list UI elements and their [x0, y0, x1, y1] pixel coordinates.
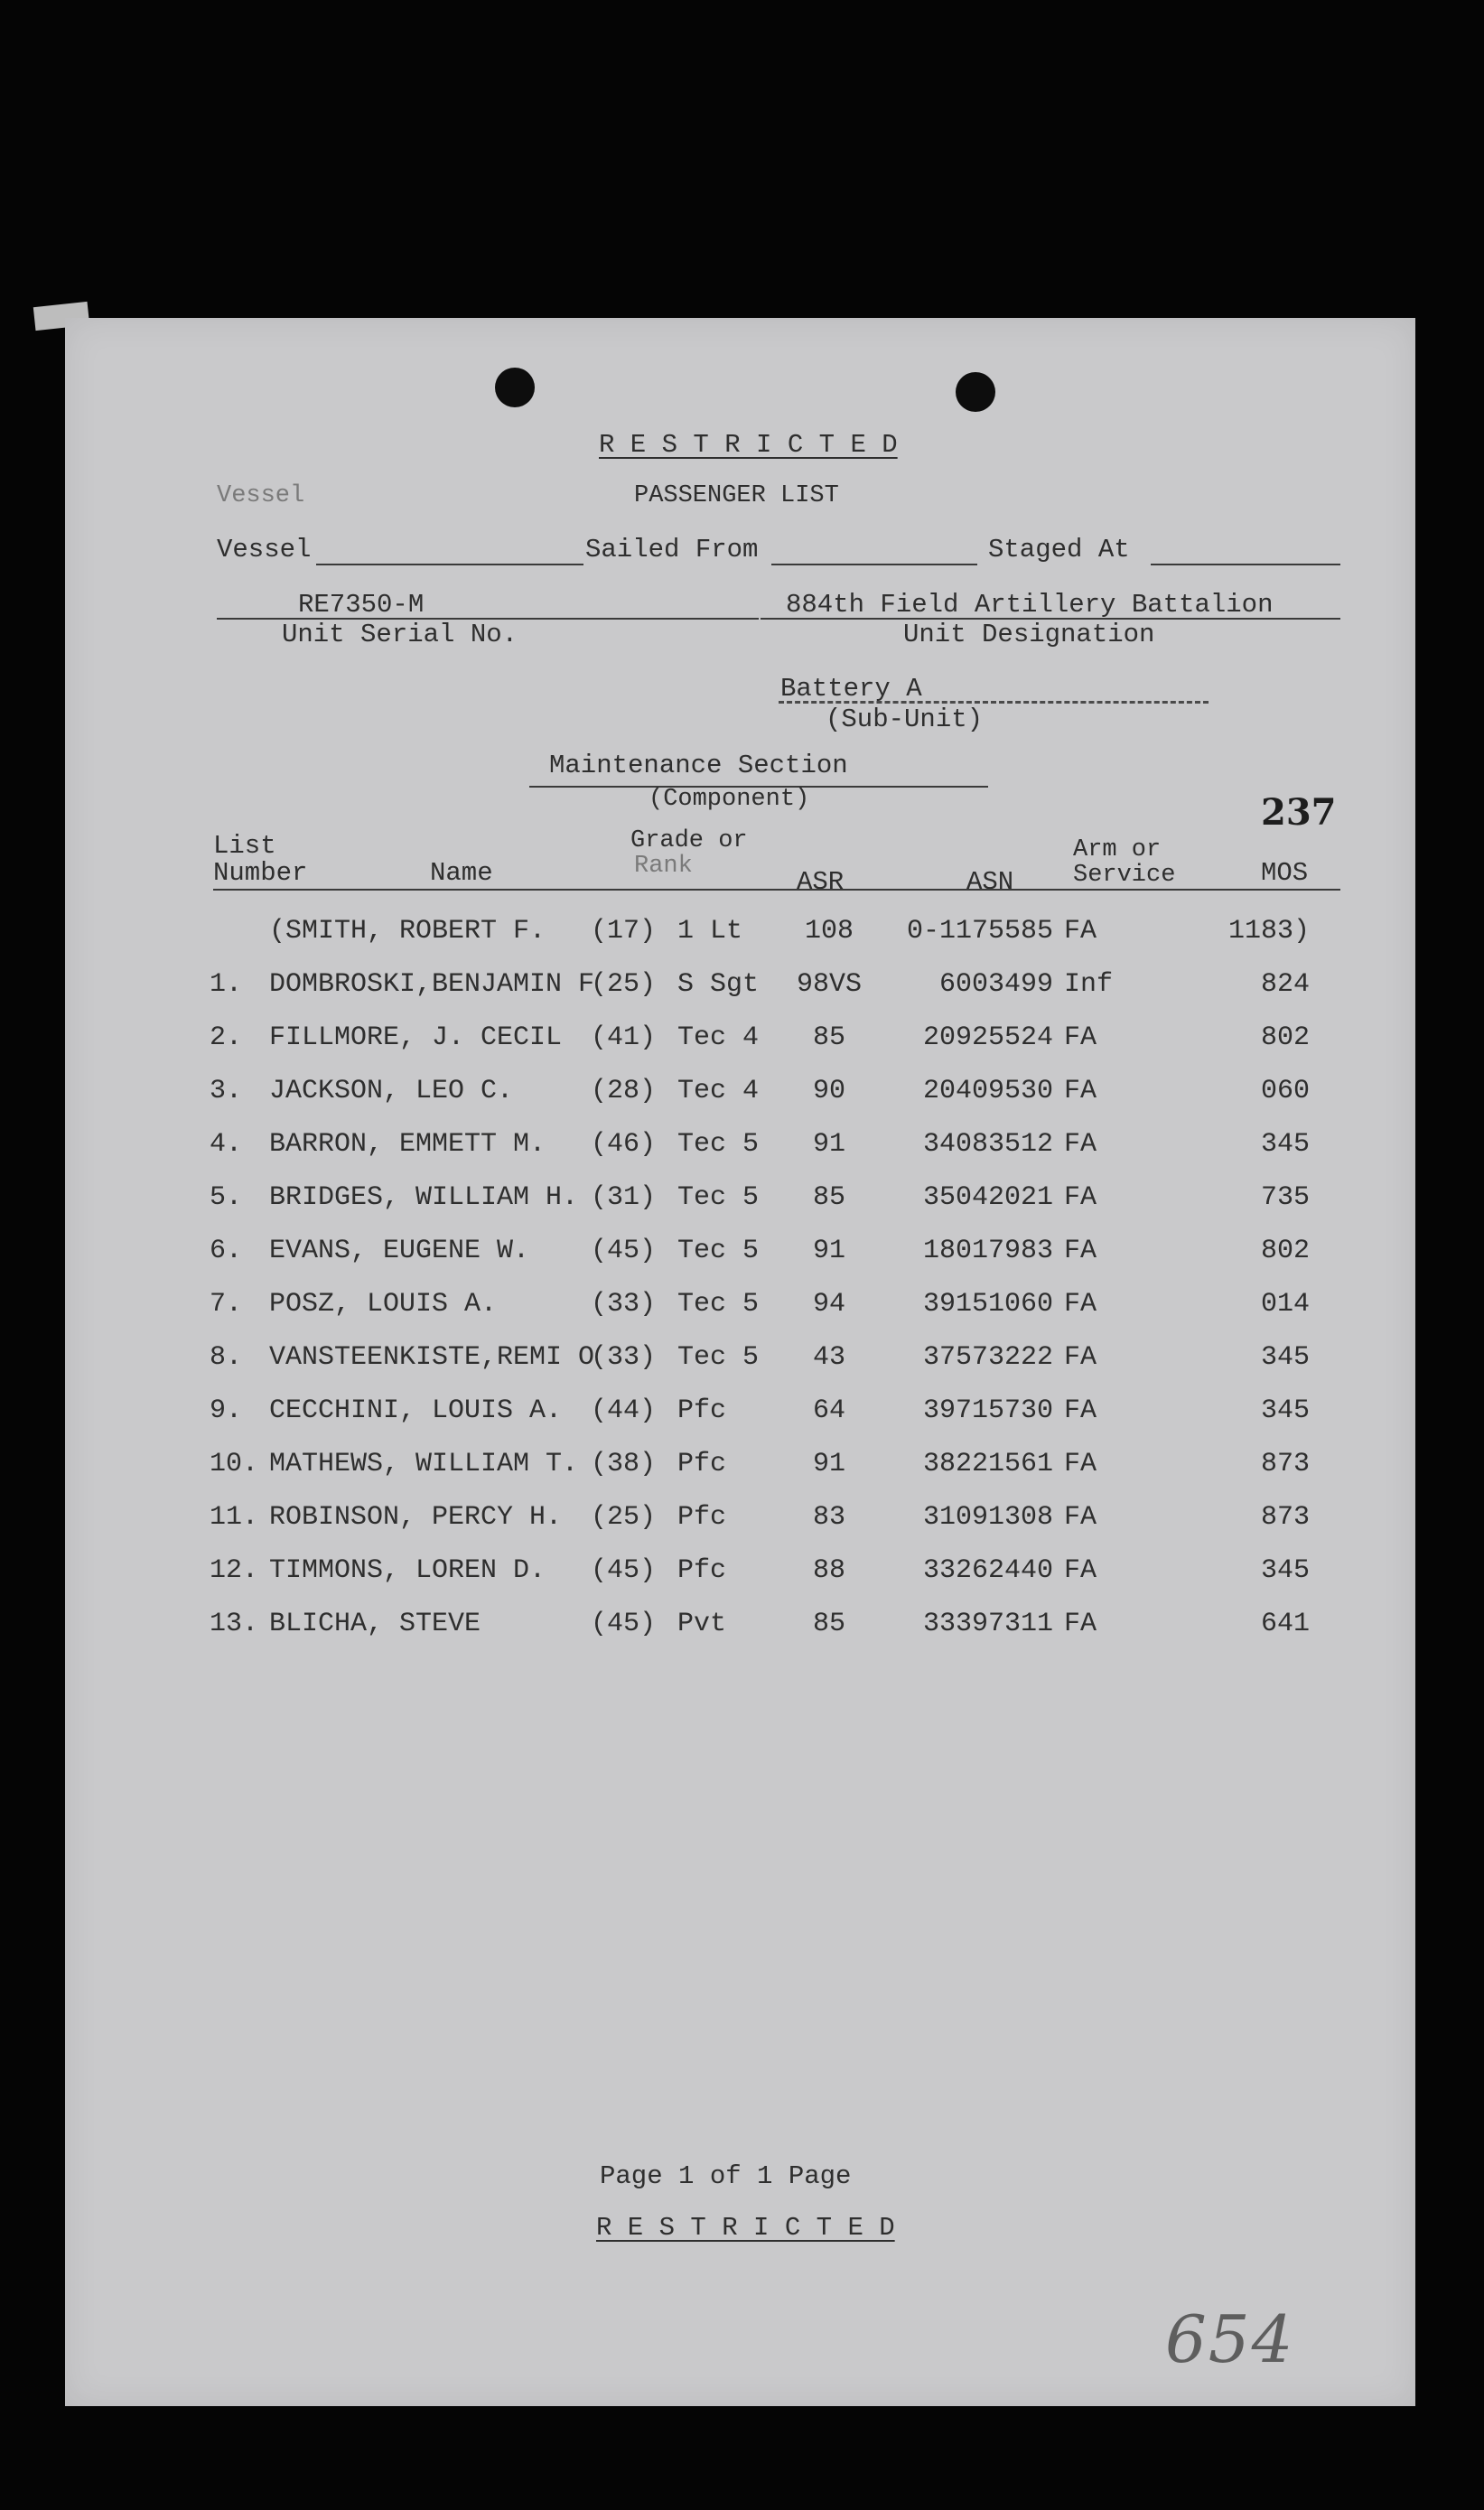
- cell-asn: 33397311: [922, 1609, 1053, 1639]
- cell-asn: 37573222: [922, 1342, 1053, 1373]
- cell-name: MATHEWS, WILLIAM T.: [269, 1449, 579, 1479]
- cell-mos: 345: [1260, 1129, 1310, 1160]
- cell-age: (25): [591, 1502, 657, 1533]
- classification-top: R E S T R I C T E D: [599, 430, 898, 460]
- cell-asn: 6003499: [938, 969, 1053, 1000]
- cell-asr: 43: [812, 1342, 845, 1373]
- cell-num: 7.: [210, 1289, 243, 1320]
- cell-arm: FA: [1064, 1502, 1097, 1533]
- cell-arm: FA: [1064, 1236, 1097, 1266]
- sub-unit-label: (Sub-Unit): [826, 704, 984, 734]
- cell-age: (45): [591, 1236, 657, 1266]
- cell-mos: 1183): [1227, 916, 1310, 947]
- col-asr: ASR: [797, 867, 845, 897]
- cell-asr: 85: [812, 1022, 845, 1053]
- cell-mos: 345: [1260, 1555, 1310, 1586]
- cell-grade: Pfc: [677, 1555, 727, 1586]
- handwritten-number: 654: [1165, 2301, 1295, 2377]
- cell-arm: FA: [1064, 1342, 1097, 1373]
- component-label: (Component): [649, 786, 810, 813]
- cell-asr: 108: [804, 916, 854, 947]
- cell-num: 1.: [210, 969, 243, 1000]
- cell-num: 13.: [210, 1609, 259, 1639]
- cell-name: FILLMORE, J. CECIL: [269, 1022, 563, 1053]
- cell-asr: 64: [812, 1395, 845, 1426]
- col-arm-2: Service: [1073, 862, 1176, 889]
- cell-num: 2.: [210, 1022, 243, 1053]
- cell-arm: FA: [1064, 1395, 1097, 1426]
- cell-arm: FA: [1064, 1449, 1097, 1479]
- cell-name: TIMMONS, LOREN D.: [269, 1555, 546, 1586]
- sub-unit-line: [779, 701, 1209, 704]
- sailed-from-blank: [771, 564, 977, 565]
- cell-grade: Tec 4: [677, 1022, 760, 1053]
- cell-grade: Tec 5: [677, 1289, 760, 1320]
- cell-asn: 20409530: [922, 1076, 1053, 1106]
- cell-arm: FA: [1064, 916, 1097, 947]
- cell-asr: 85: [812, 1182, 845, 1213]
- cell-age: (45): [591, 1609, 657, 1639]
- cell-num: 3.: [210, 1076, 243, 1106]
- cell-grade: Tec 5: [677, 1129, 760, 1160]
- component-value: Maintenance Section: [549, 751, 848, 780]
- cell-age: (44): [591, 1395, 657, 1426]
- cell-asn: 34083512: [922, 1129, 1053, 1160]
- cell-name: CECCHINI, LOUIS A.: [269, 1395, 563, 1426]
- stamped-number: 237: [1261, 791, 1337, 834]
- unit-designation-value: 884th Field Artillery Battalion: [786, 590, 1274, 620]
- cell-name: POSZ, LOUIS A.: [269, 1289, 498, 1320]
- cell-asn: 18017983: [922, 1236, 1053, 1266]
- cell-num: 12.: [210, 1555, 259, 1586]
- cell-arm: Inf: [1064, 969, 1114, 1000]
- cell-asr: 83: [812, 1502, 845, 1533]
- document-page: [65, 318, 1415, 2406]
- cell-asr: 90: [812, 1076, 845, 1106]
- col-grade-2: Rank: [634, 853, 693, 880]
- cell-grade: 1 Lt: [677, 916, 743, 947]
- cell-asn: 35042021: [922, 1182, 1053, 1213]
- punch-hole: [495, 368, 535, 407]
- cell-num: 8.: [210, 1342, 243, 1373]
- col-asn: ASN: [966, 867, 1014, 897]
- cell-age: (33): [591, 1289, 657, 1320]
- cell-num: 5.: [210, 1182, 243, 1213]
- sailed-from-label: Sailed From: [585, 535, 759, 565]
- cell-asn: 39151060: [922, 1289, 1053, 1320]
- cell-asr: 91: [812, 1236, 845, 1266]
- cell-num: 10.: [210, 1449, 259, 1479]
- cell-mos: 802: [1260, 1022, 1310, 1053]
- cell-asn: 31091308: [922, 1502, 1053, 1533]
- unit-serial-value: RE7350-M: [298, 590, 425, 620]
- cell-name: BLICHA, STEVE: [269, 1609, 481, 1639]
- col-list-2: Number: [213, 858, 308, 888]
- cell-arm: FA: [1064, 1609, 1097, 1639]
- cell-asn: 38221561: [922, 1449, 1053, 1479]
- cell-mos: 060: [1260, 1076, 1310, 1106]
- cell-grade: Tec 4: [677, 1076, 760, 1106]
- cell-grade: Pfc: [677, 1449, 727, 1479]
- cell-mos: 802: [1260, 1236, 1310, 1266]
- staged-at-blank: [1151, 564, 1340, 565]
- cell-age: (38): [591, 1449, 657, 1479]
- cell-name: JACKSON, LEO C.: [269, 1076, 514, 1106]
- page-indicator: Page 1 of 1 Page: [600, 2161, 852, 2191]
- cell-name: VANSTEENKISTE,REMI O: [269, 1342, 595, 1373]
- cell-grade: Tec 5: [677, 1182, 760, 1213]
- cell-arm: FA: [1064, 1076, 1097, 1106]
- cell-num: 6.: [210, 1236, 243, 1266]
- cell-mos: 873: [1260, 1502, 1310, 1533]
- cell-name: DOMBROSKI,BENJAMIN F: [269, 969, 595, 1000]
- cell-age: (31): [591, 1182, 657, 1213]
- vessel-label: Vessel: [217, 535, 312, 565]
- cell-age: (46): [591, 1129, 657, 1160]
- cell-mos: 345: [1260, 1342, 1310, 1373]
- cell-name: BRIDGES, WILLIAM H.: [269, 1182, 579, 1213]
- cell-grade: Pfc: [677, 1502, 727, 1533]
- cell-asr: 88: [812, 1555, 845, 1586]
- cell-asr: 94: [812, 1289, 845, 1320]
- cell-arm: FA: [1064, 1555, 1097, 1586]
- cell-grade: Tec 5: [677, 1236, 760, 1266]
- cell-asn: 20925524: [922, 1022, 1053, 1053]
- vessel-blank: [316, 564, 583, 565]
- cell-arm: FA: [1064, 1289, 1097, 1320]
- cell-asn: 33262440: [922, 1555, 1053, 1586]
- punch-hole: [956, 372, 995, 412]
- col-mos: MOS: [1261, 858, 1309, 888]
- header-rule: [213, 889, 1340, 891]
- cell-mos: 014: [1260, 1289, 1310, 1320]
- cell-mos: 873: [1260, 1449, 1310, 1479]
- cell-name: BARRON, EMMETT M.: [269, 1129, 546, 1160]
- cell-arm: FA: [1064, 1182, 1097, 1213]
- unit-serial-label: Unit Serial No.: [282, 620, 518, 649]
- cell-num: 9.: [210, 1395, 243, 1426]
- cell-mos: 345: [1260, 1395, 1310, 1426]
- cell-arm: FA: [1064, 1129, 1097, 1160]
- sub-unit-value: Battery A: [780, 674, 922, 704]
- cell-age: (33): [591, 1342, 657, 1373]
- staged-at-label: Staged At: [988, 535, 1130, 565]
- col-arm-1: Arm or: [1073, 836, 1162, 863]
- cell-asn: 39715730: [922, 1395, 1053, 1426]
- cell-grade: Tec 5: [677, 1342, 760, 1373]
- cell-age: (28): [591, 1076, 657, 1106]
- cell-mos: 641: [1260, 1609, 1310, 1639]
- cell-asr: 98VS: [796, 969, 862, 1000]
- cell-grade: Pfc: [677, 1395, 727, 1426]
- cell-grade: S Sgt: [677, 969, 760, 1000]
- cell-grade: Pvt: [677, 1609, 727, 1639]
- cell-name: (SMITH, ROBERT F.: [269, 916, 546, 947]
- cell-asr: 91: [812, 1129, 845, 1160]
- col-grade-1: Grade or: [630, 827, 748, 854]
- cell-asn: 0-1175585: [906, 916, 1053, 947]
- cell-age: (17): [591, 916, 657, 947]
- cell-name: EVANS, EUGENE W.: [269, 1236, 530, 1266]
- cell-age: (41): [591, 1022, 657, 1053]
- cell-age: (45): [591, 1555, 657, 1586]
- cell-age: (25): [591, 969, 657, 1000]
- cell-asr: 85: [812, 1609, 845, 1639]
- cell-num: 4.: [210, 1129, 243, 1160]
- cell-mos: 735: [1260, 1182, 1310, 1213]
- document-title: PASSENGER LIST: [634, 482, 839, 509]
- cell-name: ROBINSON, PERCY H.: [269, 1502, 563, 1533]
- cell-arm: FA: [1064, 1022, 1097, 1053]
- vessel-faint-label: Vessel: [217, 482, 305, 509]
- unit-designation-label: Unit Designation: [903, 620, 1155, 649]
- classification-bottom: R E S T R I C T E D: [596, 2213, 895, 2243]
- col-list-1: List: [213, 831, 276, 861]
- cell-asr: 91: [812, 1449, 845, 1479]
- cell-mos: 824: [1260, 969, 1310, 1000]
- col-name: Name: [430, 858, 493, 888]
- cell-num: 11.: [210, 1502, 259, 1533]
